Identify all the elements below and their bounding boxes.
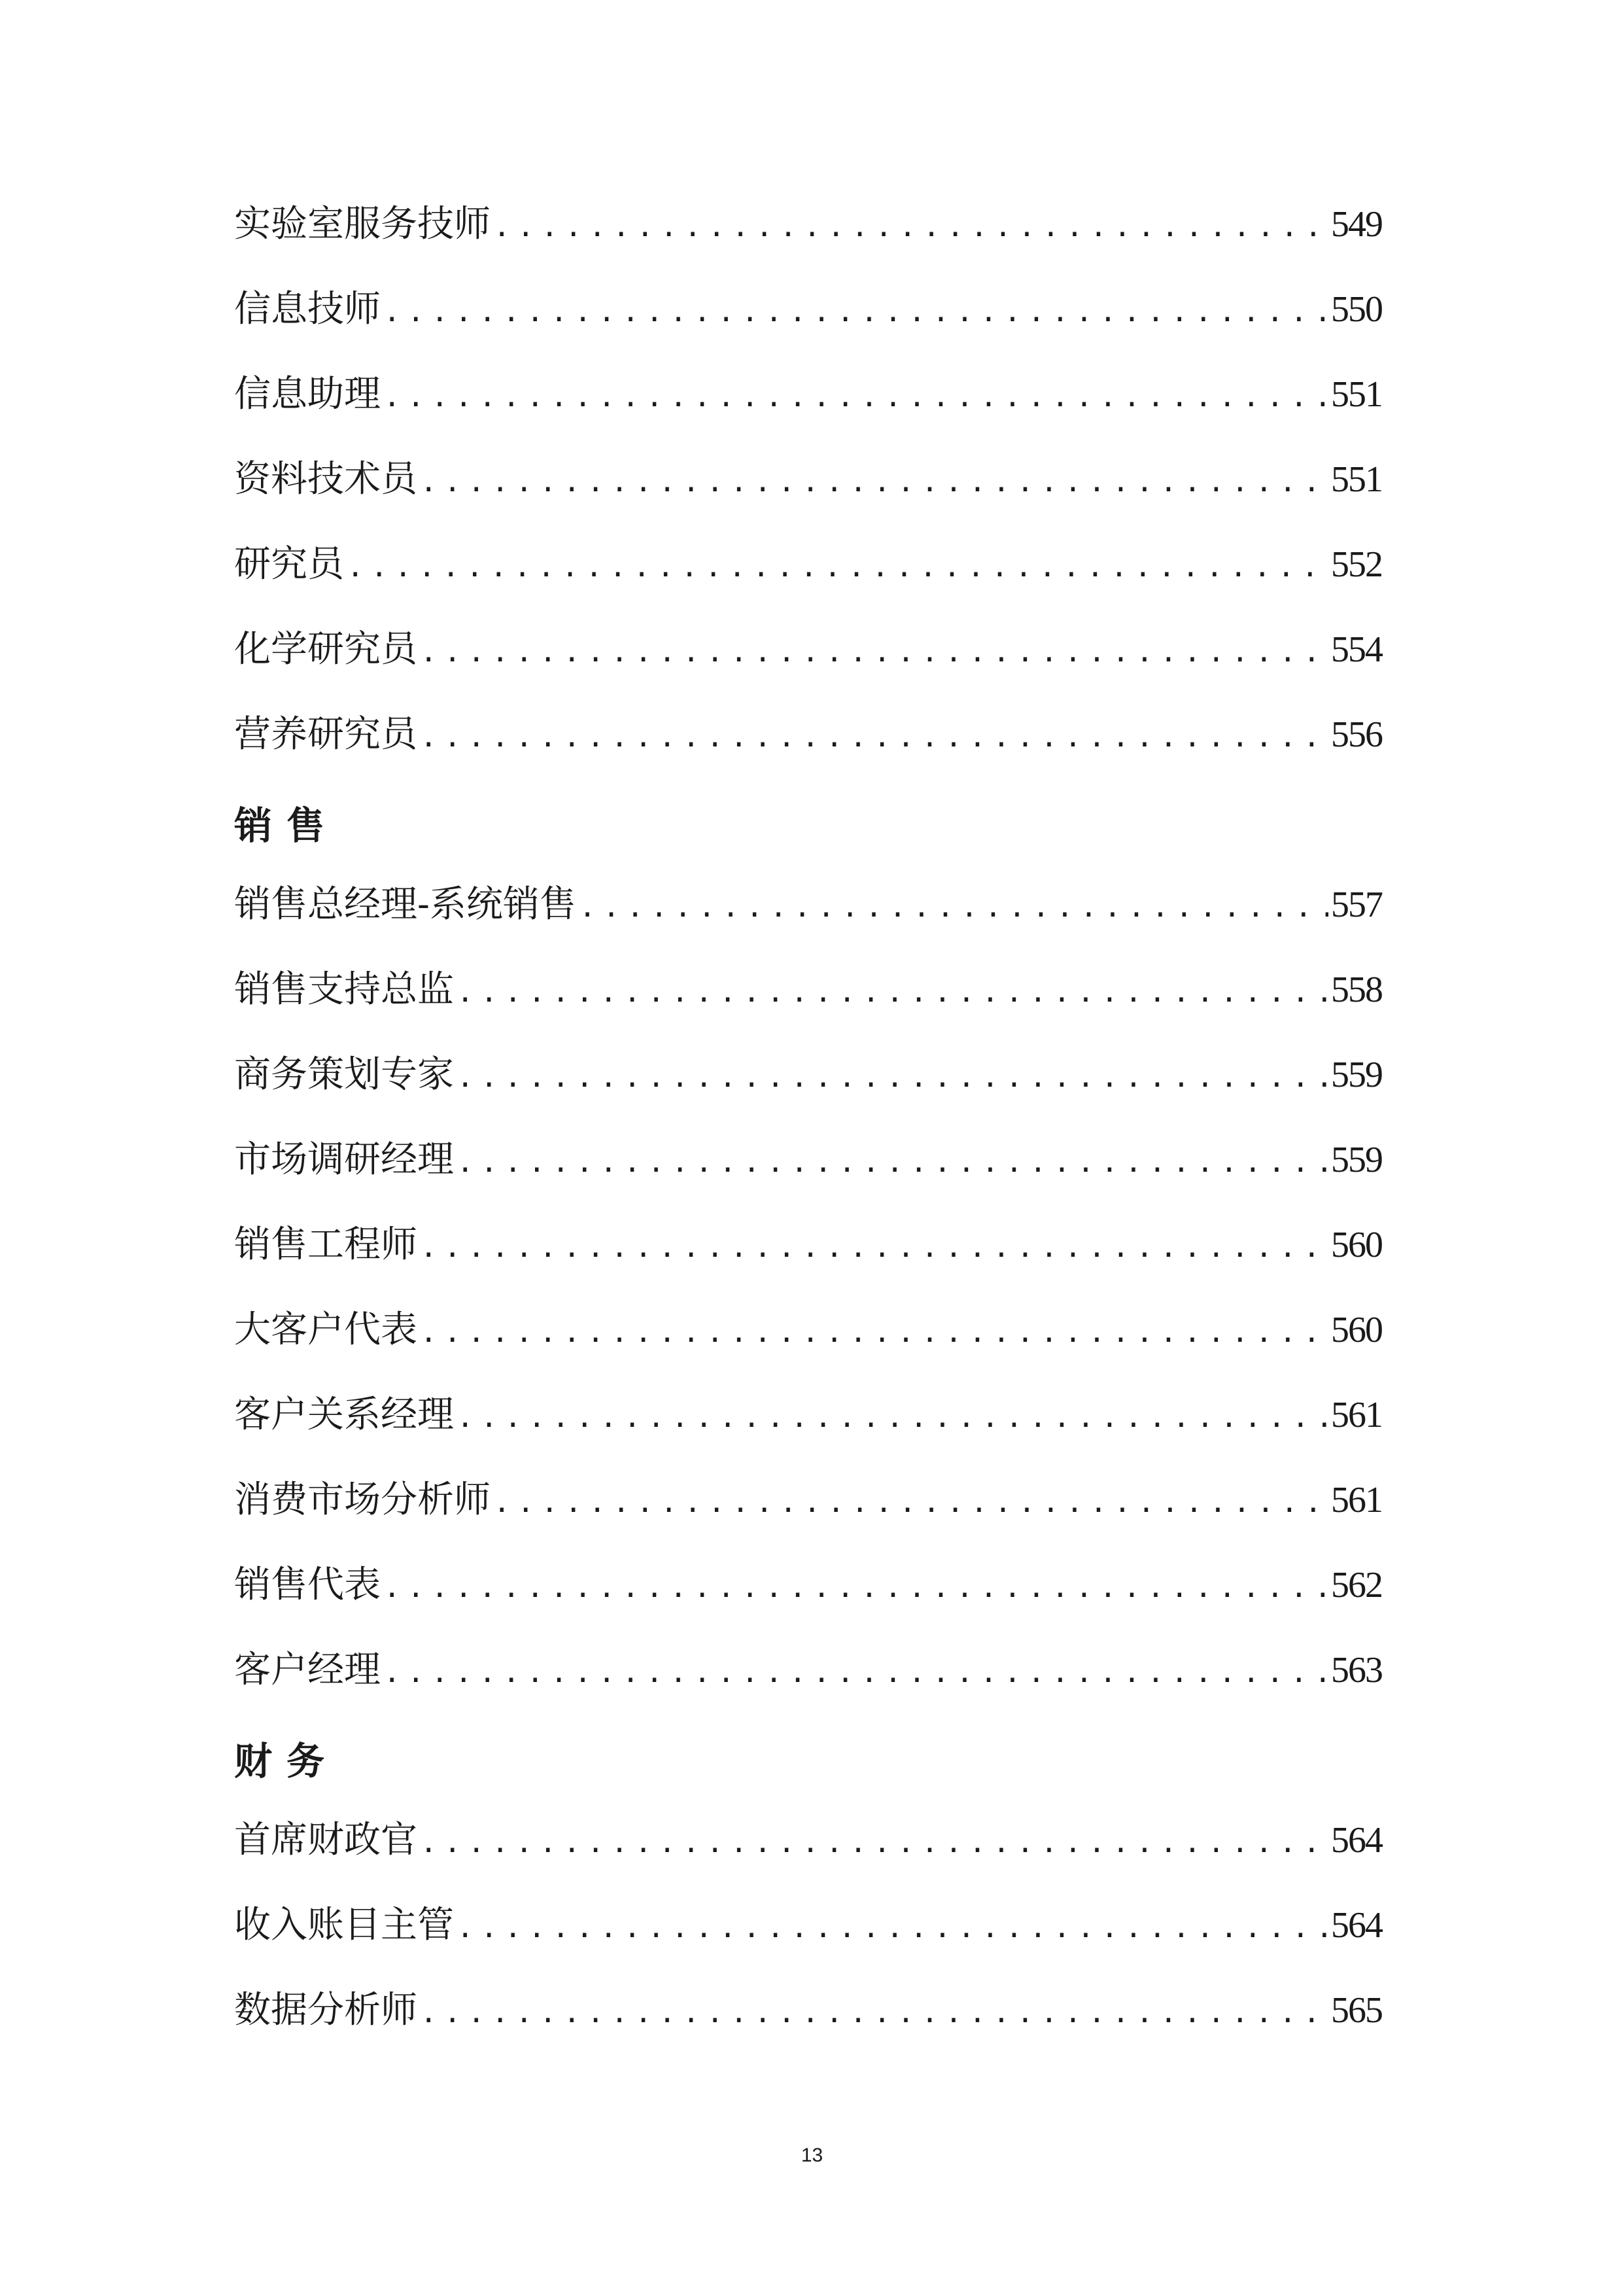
page-number: 13	[801, 2145, 823, 2166]
toc-entry-title: 消费市场分析师	[234, 1479, 491, 1521]
toc-entry-page: 551	[1331, 459, 1382, 500]
toc-entry-title: 研究员	[234, 543, 344, 586]
toc-entry-page: 559	[1331, 1140, 1382, 1180]
dot-leader	[420, 1318, 1328, 1347]
toc-entry-page: 561	[1331, 1480, 1382, 1520]
dot-leader	[383, 1658, 1328, 1687]
toc-entry-title: 营养研究员	[234, 713, 417, 756]
toc-entry-title: 资料技术员	[234, 458, 417, 500]
toc-entry-title: 客户关系经理	[234, 1393, 454, 1436]
dot-leader	[347, 553, 1328, 582]
dot-leader	[493, 213, 1328, 241]
dot-leader	[420, 1829, 1328, 1857]
toc-entry-title: 信息技师	[234, 288, 381, 330]
toc-entry-title: 销售工程师	[234, 1223, 417, 1266]
toc-entry-page: 549	[1331, 204, 1382, 245]
toc-entry-title: 销售支持总监	[234, 968, 454, 1011]
toc-entry[interactable]	[234, 1308, 1382, 1397]
toc-entry-page: 563	[1331, 1650, 1382, 1691]
toc-entry[interactable]	[234, 458, 1382, 546]
dot-leader	[420, 1999, 1328, 2027]
toc-entry-page: 565	[1331, 1990, 1382, 2031]
toc-entry-title: 销售代表	[234, 1564, 381, 1606]
toc-entry[interactable]	[234, 968, 1382, 1057]
toc-entry-title: 客户经理	[234, 1649, 381, 1691]
toc-entry[interactable]	[234, 1564, 1382, 1652]
toc-entry[interactable]	[234, 883, 1382, 972]
dot-leader	[493, 1488, 1328, 1517]
toc-entry-page: 564	[1331, 1905, 1382, 1946]
toc-entry-title: 市场调研经理	[234, 1138, 454, 1181]
toc-entry-page: 564	[1331, 1820, 1382, 1861]
dot-leader	[420, 1233, 1328, 1262]
toc-entry[interactable]	[234, 1393, 1382, 1482]
toc-entry[interactable]	[234, 713, 1382, 801]
dot-leader	[457, 1914, 1328, 1942]
toc-entry[interactable]	[234, 1223, 1382, 1312]
toc-entry[interactable]	[234, 1649, 1382, 1737]
toc-entry-page: 560	[1331, 1310, 1382, 1350]
toc-entry-title: 信息助理	[234, 373, 381, 415]
toc-entry-page: 560	[1331, 1225, 1382, 1265]
dot-leader	[420, 723, 1328, 752]
section-heading-sales: 销售	[234, 803, 339, 848]
toc-entry[interactable]	[234, 543, 1382, 631]
dot-leader	[383, 298, 1328, 326]
toc-entry-title: 大客户代表	[234, 1308, 417, 1351]
toc-entry-page: 554	[1331, 629, 1382, 670]
toc-entry-title: 销售总经理-系统销售	[234, 883, 576, 926]
toc-entry-title: 数据分析师	[234, 1989, 417, 2031]
toc-entry-page: 550	[1331, 289, 1382, 330]
toc-entry-title: 化学研究员	[234, 628, 417, 671]
toc-entry[interactable]	[234, 628, 1382, 716]
toc-entry-title: 首席财政官	[234, 1819, 417, 1861]
dot-leader	[457, 1148, 1328, 1177]
toc-entry-title: 实验室服务技师	[234, 203, 491, 245]
dot-leader	[457, 1063, 1328, 1092]
toc-entry-title: 商务策划专家	[234, 1053, 454, 1096]
section-heading-finance: 财务	[234, 1739, 339, 1783]
toc-entry[interactable]	[234, 1138, 1382, 1227]
toc-entry-page: 556	[1331, 714, 1382, 755]
dot-leader	[420, 638, 1328, 667]
dot-leader	[383, 383, 1328, 412]
dot-leader	[420, 468, 1328, 497]
toc-entry[interactable]	[234, 1904, 1382, 1992]
dot-leader	[457, 978, 1328, 1007]
toc-entry-page: 552	[1331, 544, 1382, 585]
toc-entry[interactable]	[234, 1989, 1382, 2077]
dot-leader	[579, 893, 1328, 922]
toc-entry-title: 收入账目主管	[234, 1904, 454, 1946]
toc-entry-page: 558	[1331, 970, 1382, 1010]
toc-entry[interactable]	[234, 1053, 1382, 1142]
table-of-contents	[234, 203, 1382, 2077]
dot-leader	[457, 1403, 1328, 1432]
toc-entry-page: 557	[1331, 885, 1382, 925]
toc-entry[interactable]	[234, 203, 1382, 291]
toc-entry-page: 551	[1331, 374, 1382, 415]
toc-entry[interactable]	[234, 288, 1382, 376]
toc-entry-page: 559	[1331, 1055, 1382, 1095]
toc-entry-page: 561	[1331, 1395, 1382, 1435]
toc-entry[interactable]	[234, 1479, 1382, 1567]
dot-leader	[383, 1573, 1328, 1602]
toc-entry[interactable]	[234, 1819, 1382, 1907]
toc-entry[interactable]	[234, 373, 1382, 461]
toc-entry-page: 562	[1331, 1565, 1382, 1605]
